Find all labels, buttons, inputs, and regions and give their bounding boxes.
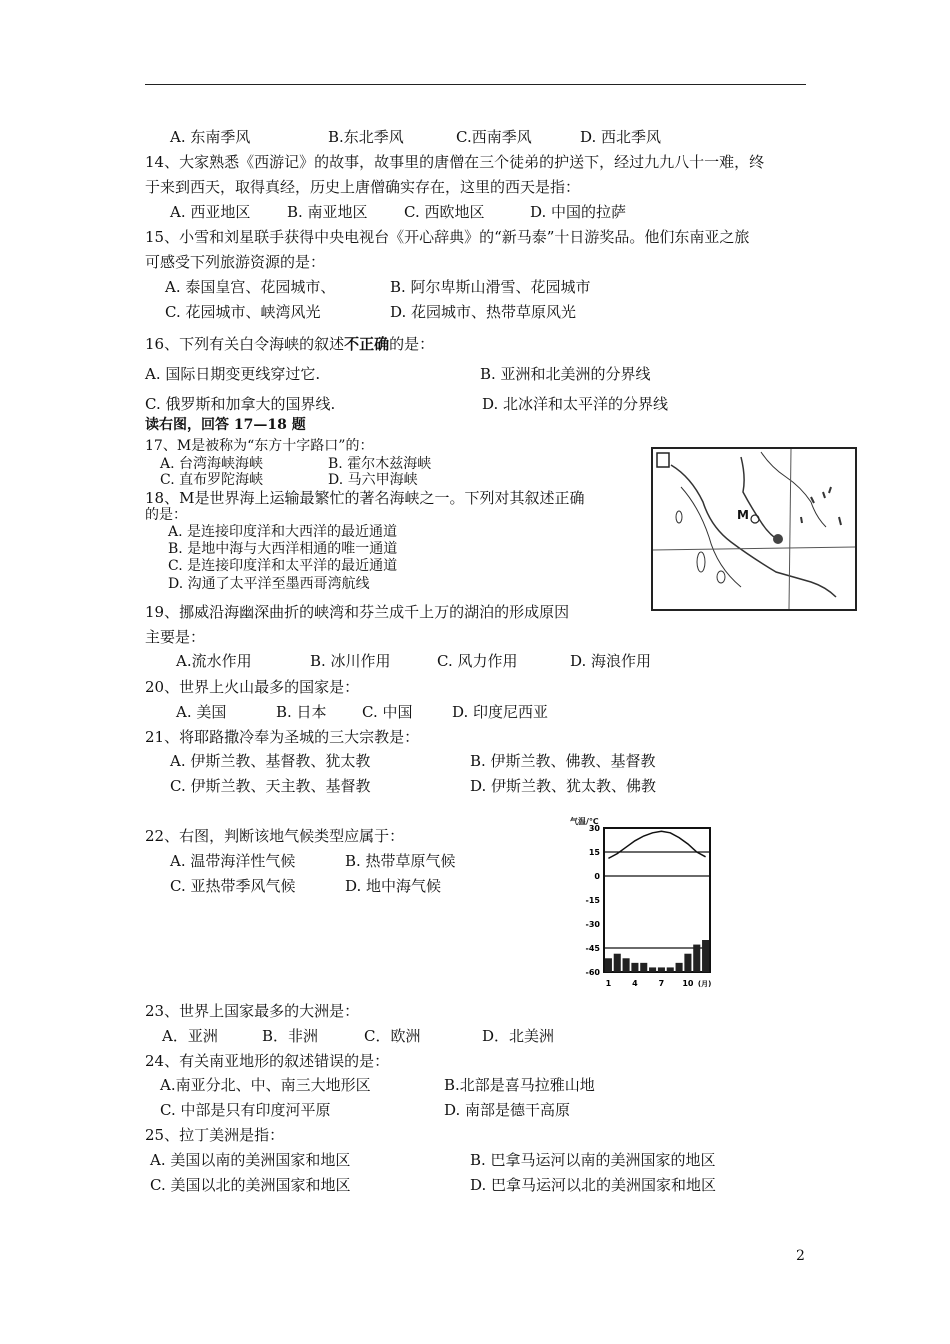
q17-option-b: B. 霍尔木兹海峡 (328, 456, 432, 472)
q20-option-d: D. 印度尼西亚 (452, 703, 549, 721)
q21-option-b: B. 伊斯兰教、佛教、基督教 (470, 752, 656, 770)
map-label-m: M (737, 508, 749, 522)
q14-stem-line2: 于来到西天，取得真经，历史上唐僧确实存在，这里的西天是指： (145, 178, 581, 196)
q20-stem: 20、世界上火山最多的国家是： (145, 678, 360, 696)
q18-option-b: B. 是地中海与大西洋相通的唯一通道 (168, 541, 398, 557)
q14-stem-line1: 14、大家熟悉《西游记》的故事，故事里的唐僧在三个徒弟的护送下，经过九九八十一难，终 (145, 153, 765, 171)
q21-stem: 21、将耶路撒冷奉为圣城的三大宗教是： (145, 728, 420, 746)
q19-option-d: D. 海浪作用 (570, 652, 652, 670)
q22-option-a: A. 温带海洋性气候 (170, 852, 296, 870)
climate-chart (568, 816, 718, 996)
chart-xlabel: (月) (697, 980, 712, 988)
q23-option-a: A．亚洲 (162, 1027, 218, 1045)
q24-option-b: B.北部是喜马拉雅山地 (444, 1076, 595, 1094)
chart-x-tick-label: 10 (682, 979, 694, 988)
q19-stem-line2: 主要是： (145, 628, 206, 646)
q24-option-c: C. 中部是只有印度河平原 (160, 1101, 331, 1119)
q16-option-d: D. 北冰洋和太平洋的分界线 (482, 395, 669, 413)
q25-option-c: C. 美国以北的美洲国家和地区 (150, 1176, 351, 1194)
q25-option-b: B. 巴拿马运河以南的美洲国家的地区 (470, 1151, 716, 1169)
q23-option-c: C．欧洲 (364, 1027, 421, 1045)
q14-option-b: B. 南亚地区 (287, 203, 368, 221)
q14-option-c: C. 西欧地区 (404, 203, 485, 221)
q13-option-b: B.东北季风 (328, 128, 404, 146)
q16-option-c: C. 俄罗斯和加拿大的国界线. (145, 395, 336, 413)
q23-option-b: B．非洲 (262, 1027, 319, 1045)
q16-stem-emphasis: 不正确 (344, 335, 390, 353)
chart-x-tick-label: 4 (632, 979, 638, 988)
q18-stem-line1: 18、M是世界海上运输最繁忙的著名海峡之一。下列对其叙述正确 (145, 489, 585, 507)
header-rule (145, 84, 806, 85)
map-singapore-marker (773, 534, 783, 544)
chart-bar (631, 963, 638, 972)
q18-option-a: A. 是连接印度洋和大西洋的最近通道 (168, 524, 398, 540)
chart-y-tick-label: 30 (588, 824, 600, 833)
q13-option-d: D. 西北季风 (580, 128, 662, 146)
q18-option-d: D. 沟通了太平洋至墨西哥湾航线 (168, 576, 370, 592)
chart-bar (614, 954, 621, 972)
chart-y-tick-label: 0 (594, 872, 600, 881)
q19-stem-line1: 19、挪威沿海幽深曲折的峡湾和芬兰成千上万的湖泊的形成原因 (145, 603, 570, 621)
q15-option-c: C. 花园城市、峡湾风光 (165, 303, 321, 321)
q15-option-b: B. 阿尔卑斯山滑雪、花园城市 (390, 278, 591, 296)
chart-bar (649, 967, 656, 972)
q15-option-d: D. 花园城市、热带草原风光 (390, 303, 577, 321)
q20-option-a: A. 美国 (176, 703, 227, 721)
q17-option-c: C. 直布罗陀海峡 (160, 472, 264, 488)
map-questions-heading: 读右图，回答 17—18 题 (145, 417, 306, 433)
q22-option-b: B. 热带草原气候 (345, 852, 456, 870)
q20-option-b: B. 日本 (276, 703, 327, 721)
q19-option-c: C. 风力作用 (437, 652, 518, 670)
q25-option-d: D. 巴拿马运河以北的美洲国家和地区 (470, 1176, 717, 1194)
chart-temperature-line (608, 831, 705, 858)
q13-option-c: C.西南季风 (456, 128, 532, 146)
q25-option-a: A. 美国以南的美洲国家和地区 (150, 1151, 351, 1169)
chart-precipitation-bars (605, 940, 709, 972)
chart-x-tick-label: 1 (605, 979, 612, 988)
chart-bar (667, 967, 674, 972)
chart-y-tick-label: -45 (585, 944, 600, 953)
chart-x-tick-label: 7 (658, 979, 665, 988)
q20-option-c: C. 中国 (362, 703, 413, 721)
chart-bar (605, 958, 612, 972)
chart-y-tick-label: -15 (585, 896, 600, 905)
q16-stem (145, 335, 434, 353)
chart-x-ticks (606, 979, 712, 988)
chart-bar (702, 940, 709, 972)
chart-gridlines (604, 852, 710, 948)
q21-option-a: A. 伊斯兰教、基督教、犹太教 (170, 752, 371, 770)
q19-option-a: A.流水作用 (176, 652, 252, 670)
q16-option-a: A. 国际日期变更线穿过它. (145, 365, 321, 383)
chart-bar (693, 945, 700, 972)
chart-y-tick-label: -30 (585, 920, 600, 929)
q16-stem-pre: 16、下列有关白令海峡的叙述 (145, 335, 345, 353)
q17-option-d: D. 马六甲海峡 (328, 472, 418, 488)
q17-option-a: A. 台湾海峡海峡 (160, 456, 264, 472)
map-frame (652, 448, 856, 610)
q22-stem: 22、右图，判断该地气候类型应属于： (145, 827, 405, 845)
chart-y-ticks (586, 824, 601, 977)
q22-option-d: D. 地中海气候 (345, 877, 442, 895)
q16-option-b: B. 亚洲和北美洲的分界线 (480, 365, 651, 383)
q17-stem: 17、M是被称为“东方十字路口”的： (145, 438, 374, 454)
page-number: 2 (796, 1248, 805, 1264)
q23-stem: 23、世界上国家最多的大洲是： (145, 1002, 360, 1020)
chart-y-tick-label: -60 (585, 968, 600, 977)
q21-option-c: C. 伊斯兰教、天主教、基督教 (170, 777, 371, 795)
q15-option-a: A. 泰国皇宫、花园城市、 (165, 278, 336, 296)
q24-option-d: D. 南部是德干高原 (444, 1101, 571, 1119)
q24-option-a: A.南亚分北、中、南三大地形区 (160, 1076, 371, 1094)
q14-option-d: D. 中国的拉萨 (530, 203, 627, 221)
q22-option-c: C. 亚热带季风气候 (170, 877, 296, 895)
q15-stem-line1: 15、小雪和刘星联手获得中央电视台《开心辞典》的“新马泰”十日游奖品。他们东南亚之旅 (145, 228, 750, 246)
q21-option-d: D. 伊斯兰教、犹太教、佛教 (470, 777, 657, 795)
q14-option-a: A. 西亚地区 (170, 203, 251, 221)
chart-bar (658, 967, 665, 972)
q15-stem-line2: 可感受下列旅游资源的是： (145, 253, 326, 271)
q25-stem: 25、拉丁美洲是指： (145, 1126, 285, 1144)
q24-stem: 24、有关南亚地形的叙述错误的是： (145, 1052, 390, 1070)
q18-option-c: C. 是连接印度洋和太平洋的最近通道 (168, 558, 398, 574)
q13-option-a: A. 东南季风 (170, 128, 251, 146)
q19-option-b: B. 冰川作用 (310, 652, 391, 670)
chart-bar (640, 963, 647, 972)
chart-bar (684, 954, 691, 972)
chart-y-tick-label: 15 (588, 848, 600, 857)
q23-option-d: D．北美洲 (482, 1027, 555, 1045)
q18-stem-line2: 的是： (145, 507, 187, 523)
chart-bar (623, 958, 630, 972)
chart-bar (676, 963, 683, 972)
chart-ylabel: 气温/℃ (570, 817, 599, 826)
strait-map (651, 447, 857, 611)
q16-stem-post: 的是： (389, 335, 435, 353)
